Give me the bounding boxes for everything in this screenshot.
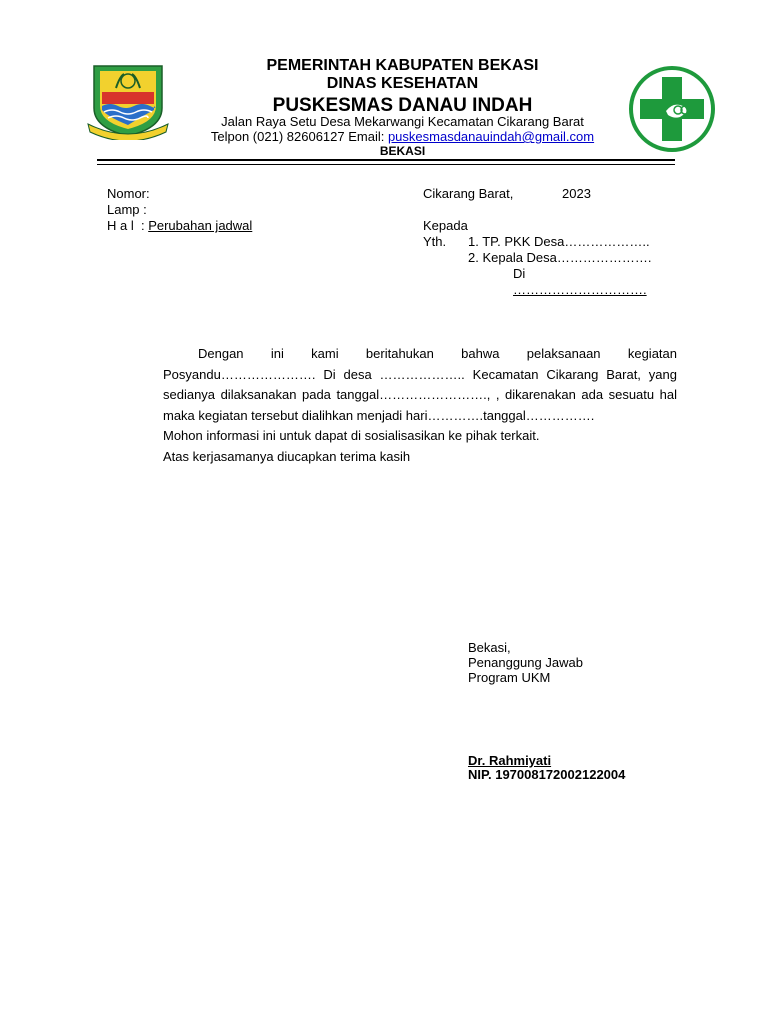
header-phone: Telpon (021) 82606127 Email: [210,129,388,144]
header-contact [150,129,655,144]
body-paragraph-3: Atas kerjasamanya diucapkan terima kasih [163,448,411,464]
recipient-di: Di [513,266,526,281]
hal-row [107,218,252,233]
recipient-item-2: 2. Kepala Desa…………………. [468,250,652,265]
hal-separator: : [140,218,149,233]
header-email-link[interactable]: puskesmasdanauindah@gmail.com [387,129,595,144]
signatory-name: Dr. Rahmiyati [468,753,552,768]
signatory-nip: NIP. 197008172002122004 [468,767,626,782]
signature-role-2: Program UKM [468,670,551,685]
recipient-kepada: Kepada [423,218,468,233]
recipient-item-1: 1. TP. PKK Desa……………….. [468,234,650,249]
header-government-name: PEMERINTAH KABUPATEN BEKASI [266,57,539,74]
letter-body [163,344,677,468]
header-address: Jalan Raya Setu Desa Mekarwangi Kecamatan Cikarang Barat [221,114,584,129]
lamp-label: Lamp : [107,202,147,217]
body-paragraph-2: Mohon informasi ini untuk dapat di sosialisasikan ke pihak terkait. [163,428,540,444]
letter-place: Cikarang Barat, [423,186,514,201]
hal-value: Perubahan jadwal [148,218,253,233]
nomor-label: Nomor: [107,186,150,201]
puskesmas-logo [628,65,716,153]
header-divider-thin [97,164,675,165]
letter-year: 2023 [562,186,591,201]
signature-place: Bekasi, [468,640,511,655]
header-puskesmas-name: PUSKESMAS DANAU INDAH [272,95,533,116]
body-paragraph-1: Dengan ini kami beritahukan bahwa pelaksanaan kegiatan Posyandu…………………. Di desa ……………….. Kecamatan Cikarang Barat, yang sedianya dilaksanakan pada tanggal……………………., , dikarenakan ada sesuatu hal maka kegiatan tersebut dialihkan menjadi hari………….tanggal……………. [163,346,677,423]
recipient-di-line: …………………………. [513,282,647,297]
hal-label: H a l [107,218,134,233]
signature-role-1: Penanggung Jawab [468,655,583,670]
recipient-yth: Yth. [423,234,447,249]
header-divider-thick [97,159,675,161]
header-city: BEKASI [379,144,426,158]
header-department-name: DINAS KESEHATAN [326,75,479,92]
